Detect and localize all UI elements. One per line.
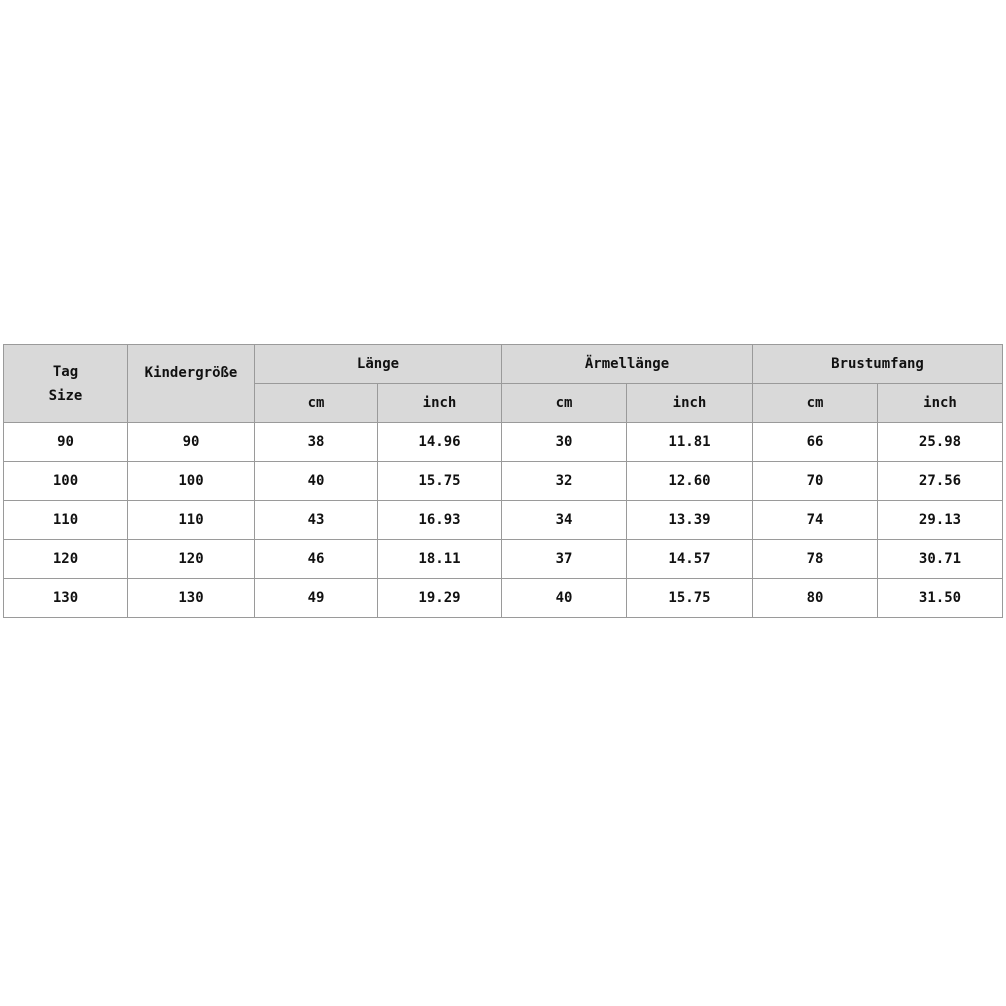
cell-laenge-inch: 18.11 xyxy=(378,540,502,579)
cell-brustumfang-cm: 78 xyxy=(753,540,878,579)
cell-tag-size: 100 xyxy=(4,462,128,501)
cell-laenge-cm: 38 xyxy=(255,423,378,462)
table-body xyxy=(4,423,1003,618)
size-chart-table xyxy=(3,344,1003,618)
header-laenge: Länge xyxy=(255,345,502,384)
cell-aermellaenge-cm: 40 xyxy=(502,579,627,618)
header-unit-inch: inch xyxy=(627,384,753,423)
cell-brustumfang-cm: 70 xyxy=(753,462,878,501)
table-row xyxy=(4,579,1003,618)
cell-aermellaenge-inch: 12.60 xyxy=(627,462,753,501)
cell-laenge-cm: 43 xyxy=(255,501,378,540)
table-row xyxy=(4,462,1003,501)
cell-aermellaenge-inch: 11.81 xyxy=(627,423,753,462)
cell-laenge-cm: 46 xyxy=(255,540,378,579)
header-size-label: Size xyxy=(48,387,83,404)
cell-laenge-inch: 14.96 xyxy=(378,423,502,462)
cell-kindergroesse: 130 xyxy=(128,579,255,618)
cell-aermellaenge-inch: 13.39 xyxy=(627,501,753,540)
header-unit-cm: cm xyxy=(502,384,627,423)
cell-brustumfang-inch: 27.56 xyxy=(878,462,1003,501)
header-tag-label: Tag xyxy=(52,363,79,380)
cell-aermellaenge-inch: 15.75 xyxy=(627,579,753,618)
cell-brustumfang-inch: 29.13 xyxy=(878,501,1003,540)
cell-aermellaenge-cm: 37 xyxy=(502,540,627,579)
cell-kindergroesse: 120 xyxy=(128,540,255,579)
cell-brustumfang-cm: 74 xyxy=(753,501,878,540)
header-unit-inch: inch xyxy=(378,384,502,423)
cell-aermellaenge-cm: 32 xyxy=(502,462,627,501)
cell-laenge-inch: 15.75 xyxy=(378,462,502,501)
cell-aermellaenge-cm: 30 xyxy=(502,423,627,462)
cell-tag-size: 90 xyxy=(4,423,128,462)
cell-laenge-inch: 19.29 xyxy=(378,579,502,618)
header-unit-cm: cm xyxy=(255,384,378,423)
cell-kindergroesse: 110 xyxy=(128,501,255,540)
cell-tag-size: 130 xyxy=(4,579,128,618)
table-row xyxy=(4,423,1003,462)
cell-tag-size: 110 xyxy=(4,501,128,540)
cell-kindergroesse: 90 xyxy=(128,423,255,462)
header-brustumfang: Brustumfang xyxy=(753,345,1003,384)
cell-laenge-inch: 16.93 xyxy=(378,501,502,540)
cell-aermellaenge-inch: 14.57 xyxy=(627,540,753,579)
header-kindergroesse: Kindergröße xyxy=(128,345,255,423)
cell-brustumfang-cm: 66 xyxy=(753,423,878,462)
cell-brustumfang-inch: 25.98 xyxy=(878,423,1003,462)
cell-brustumfang-inch: 30.71 xyxy=(878,540,1003,579)
cell-kindergroesse: 100 xyxy=(128,462,255,501)
table-row xyxy=(4,540,1003,579)
cell-brustumfang-cm: 80 xyxy=(753,579,878,618)
header-unit-inch: inch xyxy=(878,384,1003,423)
cell-tag-size: 120 xyxy=(4,540,128,579)
header-row-groups xyxy=(4,345,1003,384)
table-row xyxy=(4,501,1003,540)
cell-laenge-cm: 40 xyxy=(255,462,378,501)
cell-aermellaenge-cm: 34 xyxy=(502,501,627,540)
cell-brustumfang-inch: 31.50 xyxy=(878,579,1003,618)
header-aermellaenge: Ärmellänge xyxy=(502,345,753,384)
header-unit-cm: cm xyxy=(753,384,878,423)
header-tag-size xyxy=(4,345,128,423)
table-header xyxy=(4,345,1003,423)
cell-laenge-cm: 49 xyxy=(255,579,378,618)
